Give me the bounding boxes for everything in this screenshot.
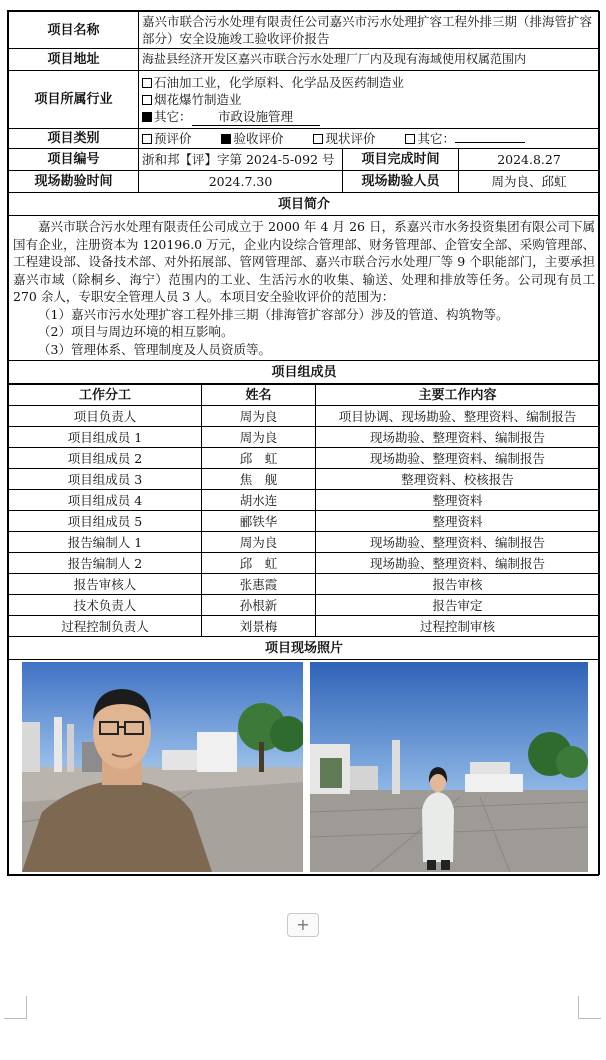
project-info-table bbox=[8, 11, 600, 384]
photos-section-title: 项目现场照片 bbox=[9, 637, 600, 660]
page-corner-mark-right bbox=[578, 996, 601, 1019]
industry-option-3-label: 其它： bbox=[154, 108, 192, 124]
table-row bbox=[9, 490, 600, 511]
team-role: 过程控制负责人 bbox=[9, 616, 202, 637]
team-work: 现场勘验、整理资料、编制报告 bbox=[316, 427, 600, 448]
team-role: 项目组成员 2 bbox=[9, 448, 202, 469]
industry-option-3-value: 市政设施管理 bbox=[192, 108, 320, 126]
team-section-title: 项目组成员 bbox=[9, 361, 600, 384]
table-row bbox=[9, 406, 600, 427]
site-photo-2-image bbox=[310, 662, 588, 872]
team-member-name: 周为良 bbox=[202, 532, 316, 553]
team-role: 报告编制人 1 bbox=[9, 532, 202, 553]
team-member-name: 胡水连 bbox=[202, 490, 316, 511]
category-option-acceptance: 验收评价 bbox=[233, 131, 284, 146]
survey-time-label: 现场勘验时间 bbox=[9, 171, 139, 193]
team-member-name: 周为良 bbox=[202, 406, 316, 427]
team-role: 项目组成员 1 bbox=[9, 427, 202, 448]
photos-cell bbox=[9, 660, 600, 875]
team-header-role: 工作分工 bbox=[9, 385, 202, 406]
team-table bbox=[8, 384, 600, 875]
intro-body bbox=[9, 216, 600, 361]
project-category-label: 项目类别 bbox=[9, 129, 139, 149]
page-corner-mark-left bbox=[4, 996, 27, 1019]
category-other-blank bbox=[455, 142, 525, 143]
table-row bbox=[9, 448, 600, 469]
intro-paragraph: 嘉兴市联合污水处理有限责任公司成立于 2000 年 4 月 26 日，系嘉兴市水务投资集团有限公司下属国有企业，注册资本为 120196.0 万元，企业内设综合管理部、财务管理部、企管安全部、采购管理部、工程建设部、设备技术部、对外拓展部、管网管理部、嘉兴市联合污水处理厂等 9 个职能部门，主要承担嘉兴市域（除桐乡、海宁）范围内的工业、生活污水的收集、输送、处理和排放等任务。公司现有员工 270 余人，专职安全管理人员 3 人。本项目安全验收评价的范围为： bbox=[13, 219, 596, 304]
intro-scope-item-1: （1）嘉兴市污水处理扩容工程外排三期（排海管扩容部分）涉及的管道、构筑物等。 bbox=[38, 306, 509, 322]
survey-staff-value: 周为良、邱虹 bbox=[459, 171, 600, 193]
add-section-button[interactable]: + bbox=[287, 913, 319, 937]
table-row bbox=[9, 427, 600, 448]
category-option-pre: 预评价 bbox=[154, 131, 192, 146]
category-checkbox-acceptance bbox=[221, 134, 231, 144]
project-address-label: 项目地址 bbox=[9, 49, 139, 71]
category-checkbox-other bbox=[405, 134, 415, 144]
industry-option-1: 石油加工业，化学原料、化学品及医药制造业 bbox=[154, 74, 405, 90]
project-number-label: 项目编号 bbox=[9, 149, 139, 171]
project-address-value: 海盐县经济开发区嘉兴市联合污水处理厂厂内及现有海域使用权属范围内 bbox=[139, 49, 600, 71]
team-role: 报告审核人 bbox=[9, 574, 202, 595]
table-row bbox=[9, 616, 600, 637]
project-complete-label: 项目完成时间 bbox=[343, 149, 459, 171]
table-row bbox=[9, 553, 600, 574]
survey-staff-label: 现场勘验人员 bbox=[343, 171, 459, 193]
team-role: 项目负责人 bbox=[9, 406, 202, 427]
category-option-status: 现状评价 bbox=[325, 131, 376, 146]
team-work: 整理资料、校核报告 bbox=[316, 469, 600, 490]
team-member-name: 张惠霞 bbox=[202, 574, 316, 595]
survey-time-value: 2024.7.30 bbox=[139, 171, 343, 193]
project-complete-value: 2024.8.27 bbox=[459, 149, 600, 171]
team-header-work: 主要工作内容 bbox=[316, 385, 600, 406]
team-work: 过程控制审核 bbox=[316, 616, 600, 637]
team-role: 技术负责人 bbox=[9, 595, 202, 616]
intro-scope-item-3: （3）管理体系、管理制度及人员资质等。 bbox=[38, 341, 271, 357]
intro-section-title: 项目简介 bbox=[9, 193, 600, 216]
team-member-name: 郦铁华 bbox=[202, 511, 316, 532]
category-checkbox-pre bbox=[142, 134, 152, 144]
team-work: 报告审核 bbox=[316, 574, 600, 595]
site-photo-1 bbox=[22, 662, 303, 872]
team-work: 项目协调、现场勘验、整理资料、编制报告 bbox=[316, 406, 600, 427]
project-name-label: 项目名称 bbox=[9, 12, 139, 49]
team-role: 项目组成员 3 bbox=[9, 469, 202, 490]
team-member-name: 邱 虹 bbox=[202, 553, 316, 574]
team-member-name: 刘景梅 bbox=[202, 616, 316, 637]
project-category-options bbox=[139, 129, 600, 149]
team-work: 报告审定 bbox=[316, 595, 600, 616]
category-checkbox-status bbox=[313, 134, 323, 144]
team-role: 项目组成员 5 bbox=[9, 511, 202, 532]
photos-area bbox=[9, 660, 599, 874]
site-photo-2 bbox=[310, 662, 588, 872]
team-role: 报告编制人 2 bbox=[9, 553, 202, 574]
project-number-value: 浙和邦【评】字第 2024-5-092 号 bbox=[139, 149, 343, 171]
project-name-value: 嘉兴市联合污水处理有限责任公司嘉兴市污水处理扩容工程外排三期（排海管扩容部分）安全设施竣工验收评价报告 bbox=[139, 12, 600, 49]
team-member-name: 焦 舰 bbox=[202, 469, 316, 490]
table-row bbox=[9, 532, 600, 553]
category-option-other: 其它： bbox=[417, 131, 455, 146]
team-work: 现场勘验、整理资料、编制报告 bbox=[316, 532, 600, 553]
team-member-name: 孙根新 bbox=[202, 595, 316, 616]
team-work: 整理资料 bbox=[316, 490, 600, 511]
team-work: 整理资料 bbox=[316, 511, 600, 532]
team-work: 现场勘验、整理资料、编制报告 bbox=[316, 553, 600, 574]
document-table-container bbox=[7, 10, 599, 876]
industry-checkbox-3 bbox=[142, 112, 152, 122]
table-row bbox=[9, 511, 600, 532]
team-role: 项目组成员 4 bbox=[9, 490, 202, 511]
team-member-name: 邱 虹 bbox=[202, 448, 316, 469]
table-row bbox=[9, 595, 600, 616]
intro-scope-item-2: （2）项目与周边环境的相互影响。 bbox=[38, 324, 234, 339]
industry-option-2: 烟花爆竹制造业 bbox=[154, 91, 242, 107]
site-photo-1-image bbox=[22, 662, 303, 872]
team-header-name: 姓名 bbox=[202, 385, 316, 406]
project-industry-label: 项目所属行业 bbox=[9, 71, 139, 129]
team-work: 现场勘验、整理资料、编制报告 bbox=[316, 448, 600, 469]
project-industry-options bbox=[139, 71, 600, 129]
industry-checkbox-1 bbox=[142, 78, 152, 88]
table-row bbox=[9, 574, 600, 595]
table-row bbox=[9, 469, 600, 490]
industry-checkbox-2 bbox=[142, 95, 152, 105]
team-member-name: 周为良 bbox=[202, 427, 316, 448]
